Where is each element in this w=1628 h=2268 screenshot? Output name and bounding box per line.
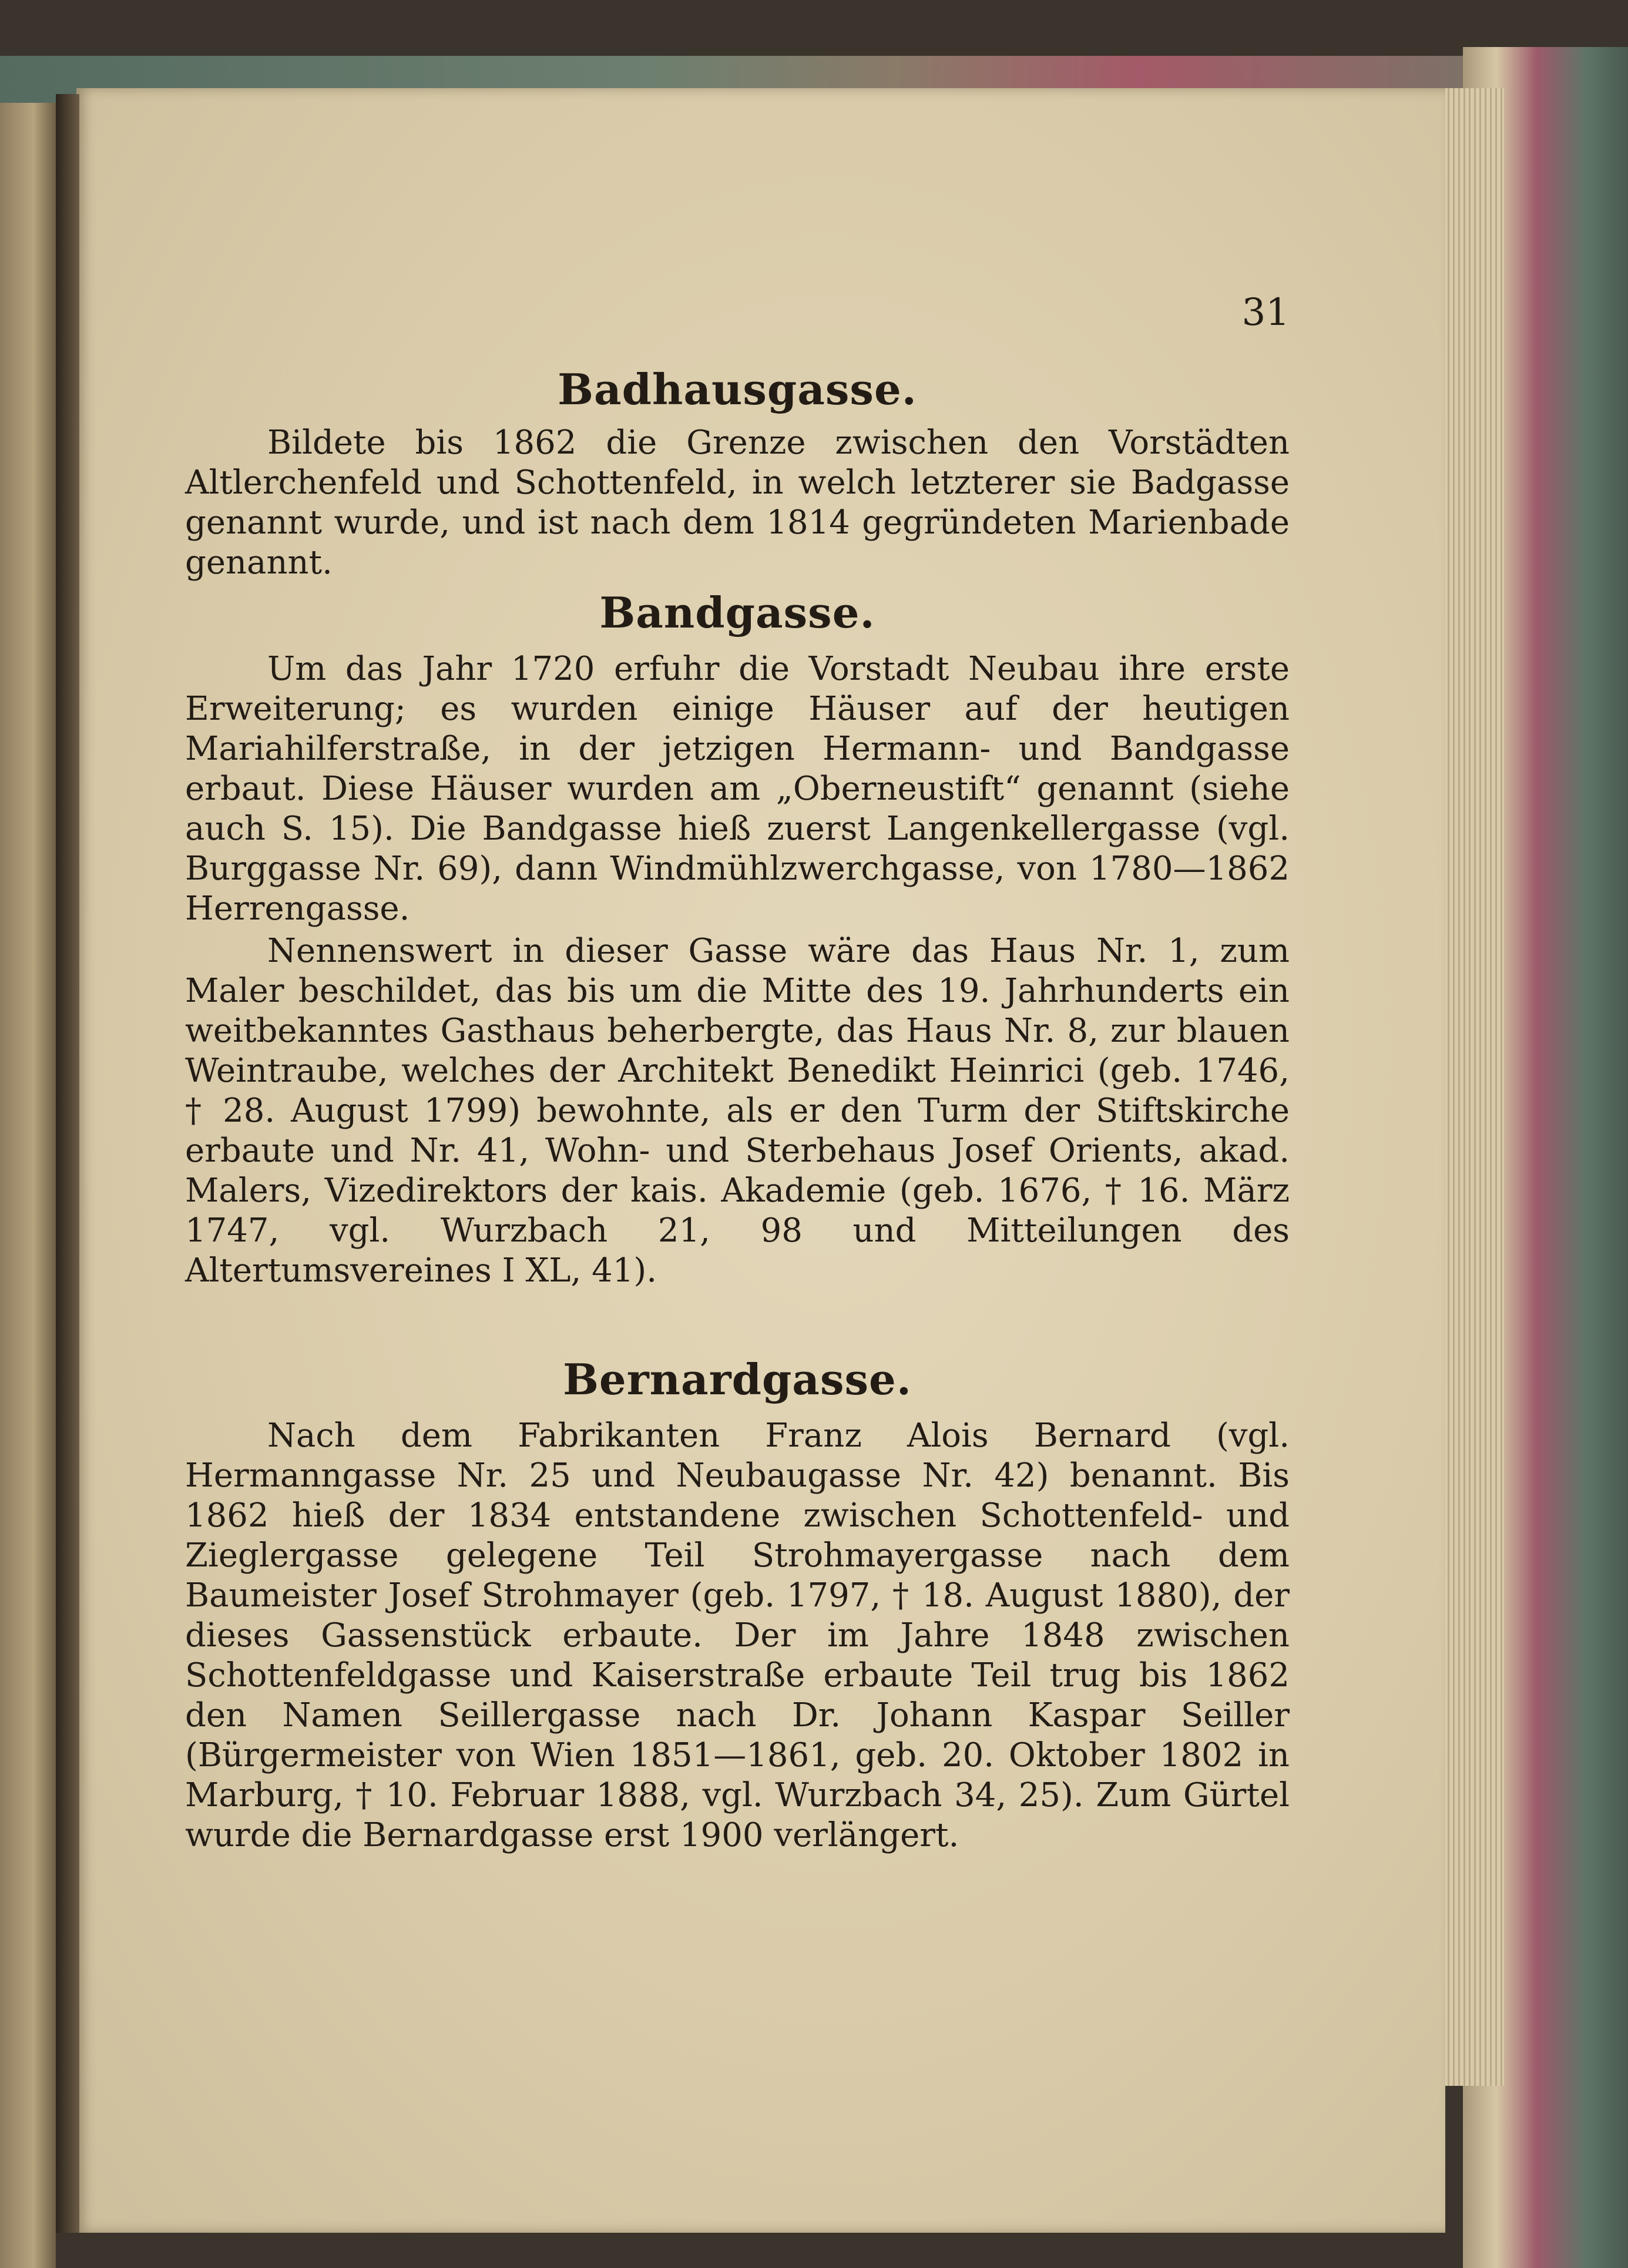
section-paragraph: Nach dem Fabrikanten Franz Alois Bernard (vgl. Hermanngasse Nr. 25 und Neubaugasse Nr. 42) benannt. Bis 1862 hieß der 1834 entstandene zwischen Schottenfeld- und Zieglergasse gelegene Teil Strohmayergasse nach dem Baumeister Josef Strohmayer (geb. 1797, † 18. August 1880), der dieses Gassenstück erbaute. Der im Jahre 1848 zwischen Schottenfeldgasse und Kaiserstraße erbaute Teil trug bis 1862 den Namen Seillergasse nach Dr. Johann Kaspar Seiller (Bürgermeister von Wien 1851—1861, geb. 20. Oktober 1802 in Marburg, † 10. Februar 1888, vgl. Wurzbach 34, 25). Zum Gürtel wurde die Bernardgasse erst 1900 verlängert. — [185, 1417, 1290, 1854]
page-number: 31 — [1241, 291, 1290, 334]
section-heading-badhausgasse: Badhausgasse. — [558, 364, 917, 414]
page-gutter-shadow — [56, 94, 79, 2233]
section-paragraph: Bildete bis 1862 die Grenze zwischen den Vorstädten Altlerchenfeld und Schottenfeld, in welch letzterer sie Badgasse genannt wurde, und ist nach dem 1814 gegründeten Marienbade genannt. — [185, 424, 1290, 582]
section-heading-bandgasse: Bandgasse. — [599, 588, 875, 638]
section-heading-bernardgasse: Bernardgasse. — [563, 1354, 912, 1404]
book-page — [76, 88, 1445, 2233]
section-paragraph: Nennenswert in dieser Gasse wäre das Haus Nr. 1, zum Maler beschildet, das bis um die Mitte des 19. Jahrhunderts ein weitbekanntes Gasthaus beherbergte, das Haus Nr. 8, zur blauen Weintraube, welches der Architekt Benedikt Heinrici (geb. 1746, † 28. August 1799) bewohnte, als er den Turm der Stiftskirche erbaute und Nr. 41, Wohn- und Sterbehaus Josef Orients, akad. Malers, Vizedirektors der kais. Akademie (geb. 1676, † 16. März 1747, vgl. Wurzbach 21, 98 und Mitteilungen des Altertumsvereines I XL, 41). — [185, 932, 1290, 1290]
left-page-edge — [0, 103, 56, 2268]
section-paragraph: Um das Jahr 1720 erfuhr die Vorstadt Neubau ihre erste Erweiterung; es wurden einige Häuser auf der heutigen Mariahilferstraße, in der jetzigen Hermann- und Bandgasse erbaut. Diese Häuser wurden am „Oberneustift“ genannt (siehe auch S. 15). Die Bandgasse hieß zuerst Langenkellergasse (vgl. Burggasse Nr. 69), dann Windmühlzwerchgasse, von 1780—1862 Herrengasse. — [185, 650, 1290, 928]
